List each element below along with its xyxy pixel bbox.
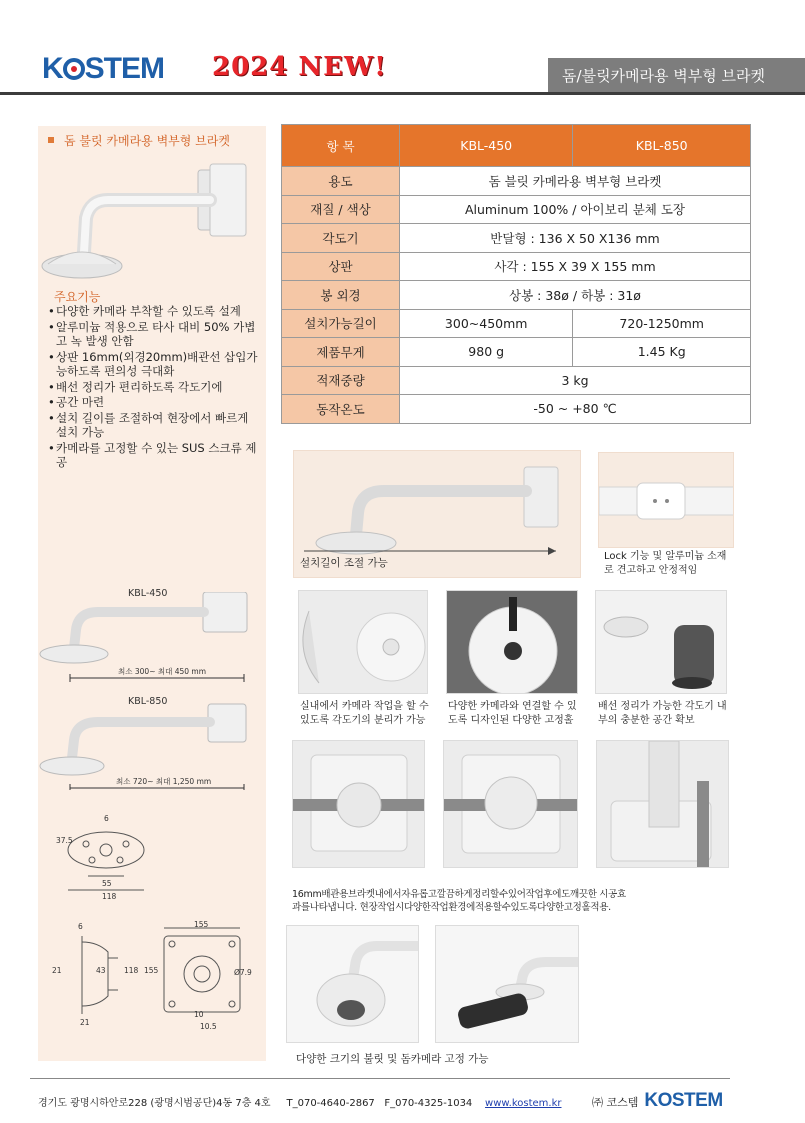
dim-label: 21: [80, 1018, 90, 1027]
dim-label: 10: [194, 1010, 204, 1019]
header-kbl850: KBL-850: [573, 125, 751, 167]
dim-label: 21: [52, 966, 62, 975]
row-label: 동작온도: [282, 395, 400, 424]
dim-label: 6: [78, 922, 83, 931]
table-row: [282, 338, 751, 367]
row-value: 3 kg: [400, 366, 751, 395]
feature-item: • 상판 16mm(외경20mm)배관선 삽입가능하도록 편의성 극대화: [48, 350, 263, 379]
row-value-kbl850: 720-1250mm: [573, 309, 751, 338]
row-value-kbl450: 980 g: [400, 338, 573, 367]
caption-lock: Lock 기능 및 알루미늄 소재로 견고하고 안정적임: [604, 551, 727, 576]
row-value: 반달형 : 136 X 50 X136 mm: [400, 224, 751, 253]
new-badge: 2024 NEW!: [212, 52, 387, 82]
header-rule: [0, 92, 805, 95]
caption-fixing: 다양한 카메라와 연결할 수 있도록 디자인된 다양한 고정홀: [448, 701, 577, 726]
footer-fax: F_070-4325-1034: [384, 1098, 473, 1109]
table-row: [282, 309, 751, 338]
row-label: 상판: [282, 252, 400, 281]
row-value-kbl850: 1.45 Kg: [573, 338, 751, 367]
footer-rule: [30, 1078, 730, 1079]
logo-o-icon: [63, 58, 85, 80]
dim-label: 6: [104, 814, 109, 823]
plate-dimension-drawing: [38, 922, 266, 1032]
row-label: 각도기: [282, 224, 400, 253]
dim-label: 37.5: [56, 836, 73, 845]
row-value: 돔 블릿 카메라용 벽부형 브라켓: [400, 167, 751, 196]
caption-wiring: 배선 정리가 가능한 각도기 내부의 충분한 공간 확보: [598, 701, 727, 726]
caption-pipe: [292, 888, 742, 914]
table-row: [282, 167, 751, 196]
dim-label: 10.5: [200, 1022, 217, 1031]
row-value: -50 ~ +80 ℃: [400, 395, 751, 424]
dim-label: 155: [194, 920, 209, 929]
row-value: 상봉 : 38ø / 하봉 : 31ø: [400, 281, 751, 310]
pipe-photo-3: [596, 740, 729, 868]
protractor-dimension-drawing: [48, 814, 158, 904]
row-label: 설치가능길이: [282, 309, 400, 338]
row-value: Aluminum 100% / 아이보리 분체 도장: [400, 195, 751, 224]
features-list: [48, 304, 263, 471]
fixing-holes-photo: [446, 590, 578, 694]
lock-photo: [598, 452, 734, 548]
row-label: 적재중량: [282, 366, 400, 395]
row-label: 용도: [282, 167, 400, 196]
dim-label: 118: [102, 892, 117, 901]
header-kbl450: KBL-450: [400, 125, 573, 167]
footer-company: ㈜ 코스템: [592, 1096, 639, 1109]
kbl450-label: KBL-450: [128, 588, 168, 599]
table-row: [282, 224, 751, 253]
bullet-camera-photo: [435, 925, 579, 1043]
caption-length: 설치길이 조절 가능: [300, 557, 388, 569]
footer-tel: T_070-4640-2867: [286, 1098, 375, 1109]
table-row: [282, 195, 751, 224]
footer-brand: KOSTEM: [644, 1090, 723, 1111]
bullet-square-icon: [48, 137, 54, 143]
feature-item: • 다양한 카메라 부착할 수 있도록 설계: [48, 304, 263, 319]
header-item: 항 목: [282, 125, 400, 167]
pipe-photo-1: [292, 740, 425, 868]
kbl850-range: 최소 720~ 최대 1,250 mm: [116, 777, 212, 786]
category-title: 돔/불릿카메라용 벽부형 브라켓: [562, 66, 765, 85]
caption-indoor: 실내에서 카메라 작업을 할 수 있도록 각도기의 분리가 가능: [300, 701, 429, 726]
row-value-kbl450: 300~450mm: [400, 309, 573, 338]
features-heading: 주요기능: [54, 290, 101, 304]
angle-separate-photo: [298, 590, 428, 694]
dim-label: 43: [96, 966, 106, 975]
wiring-space-photo: [595, 590, 727, 694]
table-header-row: [282, 125, 751, 167]
table-row: [282, 366, 751, 395]
row-label: 제품무게: [282, 338, 400, 367]
dim-label: 55: [102, 879, 112, 888]
footer-logo: [592, 1090, 723, 1112]
row-value: 사각 : 155 X 39 X 155 mm: [400, 252, 751, 281]
spec-table: [281, 124, 751, 424]
panel-title: 돔 불릿 카메라용 벽부형 브라켓: [48, 132, 230, 149]
kbl850-label: KBL-850: [128, 696, 168, 707]
kbl450-range: 최소 300~ 최대 450 mm: [118, 667, 207, 676]
feature-item: • 설치 길이를 조절하여 현장에서 빠르게 설치 가능: [48, 411, 263, 440]
feature-item: • 알루미늄 적용으로 타사 대비 50% 가볍고 녹 발생 안함: [48, 320, 263, 349]
row-label: 재질 / 색상: [282, 195, 400, 224]
dim-label: 155: [144, 966, 159, 975]
dim-label: Ø7.9: [234, 968, 252, 977]
brand-logo: K STEM: [42, 52, 165, 85]
feature-item: • 배선 정리가 편리하도록 각도기에: [48, 380, 263, 395]
table-row: [282, 395, 751, 424]
table-row: [282, 252, 751, 281]
dim-label: 118: [124, 966, 139, 975]
left-panel: [38, 126, 266, 1061]
feature-item: • 카메라를 고정할 수 있는 SUS 스크류 제공: [48, 441, 263, 470]
table-row: [282, 281, 751, 310]
category-bar: [548, 58, 805, 92]
row-label: 봉 외경: [282, 281, 400, 310]
footer-address: 경기도 광명시하안로228 (광명시범공단)4동 7층 4호: [38, 1098, 271, 1109]
bracket-product-image: [38, 156, 266, 286]
dome-camera-photo: [286, 925, 419, 1043]
caption-pipe-line-2: 과를나타냅니다. 현장작업시다양한작업환경에적용할수있도록다양한고정홀적용.: [292, 902, 611, 913]
footer-web-link[interactable]: www.kostem.kr: [485, 1098, 562, 1109]
footer-contact: [38, 1094, 562, 1109]
pipe-photo-2: [443, 740, 578, 868]
feature-item: • 공간 마련: [48, 395, 263, 410]
caption-bottom: 다양한 크기의 불릿 및 돔카메라 고정 가능: [296, 1053, 489, 1065]
caption-pipe-line-1: 16mm배관용브라켓내에서자유롭고깔끔하게정리할수있어작업후에도깨끗한 시공효: [292, 889, 626, 900]
